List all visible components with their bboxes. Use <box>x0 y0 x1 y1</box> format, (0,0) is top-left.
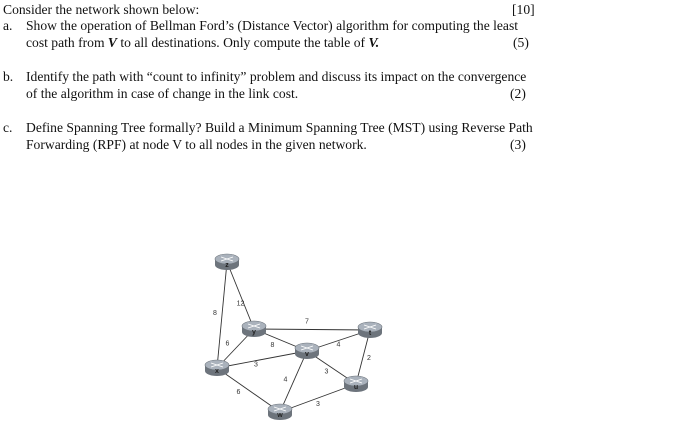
question-b-label: b. <box>3 69 14 84</box>
link-cost-x-v: 3 <box>254 361 258 369</box>
link-cost-y-t: 7 <box>305 318 309 326</box>
router-v <box>295 343 319 359</box>
intro-text: Consider the network shown below: <box>3 2 200 17</box>
question-c-line2: Forwarding (RPF) at node V to all nodes in the given network. <box>26 137 367 152</box>
router-label-z: z <box>225 262 229 269</box>
router-label-t: t <box>368 330 372 337</box>
question-c-marks: (3) <box>510 137 526 152</box>
question-a-line2: cost path from V to all destinations. Only compute the table of V. <box>26 35 380 50</box>
router-label-v: v <box>305 351 309 358</box>
question-a-label: a. <box>3 18 13 33</box>
router-x <box>205 360 229 376</box>
link-z-y <box>227 262 254 329</box>
link-cost-y-x: 6 <box>225 340 230 348</box>
question-c-line1: Define Spanning Tree formally? Build a Minimum Spanning Tree (MST) using Reverse Path <box>26 120 533 135</box>
question-a-line1: Show the operation of Bellman Ford’s (Distance Vector) algorithm for computing the least <box>26 18 519 33</box>
total-marks: [10] <box>512 2 535 17</box>
question-b-line1: Identify the path with “count to infinity” problem and discuss its impact on the convergence <box>26 69 527 84</box>
question-c-label: c. <box>3 120 13 135</box>
link-cost-x-w: 6 <box>236 389 241 396</box>
router-label-w: w <box>277 412 283 419</box>
link-cost-u-w: 3 <box>316 401 320 408</box>
router-label-u: u <box>353 384 359 391</box>
router-label-x: x <box>215 368 219 375</box>
router-u <box>344 376 368 392</box>
question-b-marks: (2) <box>510 86 526 101</box>
router-t <box>358 322 382 338</box>
router-z <box>215 254 239 270</box>
router-w <box>268 404 292 420</box>
link-z-x <box>217 262 227 368</box>
router-y <box>242 321 266 337</box>
link-cost-z-y: 12 <box>236 300 245 308</box>
router-label-y: y <box>252 329 256 336</box>
question-b-line2: of the algorithm in case of change in the link cost. <box>26 86 299 101</box>
network-diagram <box>190 240 420 432</box>
link-cost-y-v: 8 <box>270 342 275 349</box>
link-cost-v-u: 3 <box>324 368 329 376</box>
link-cost-v-w: 4 <box>283 376 288 384</box>
link-x-w <box>217 368 280 412</box>
link-cost-z-x: 8 <box>213 310 217 317</box>
link-cost-v-t: 4 <box>336 341 341 349</box>
link-cost-t-u: 2 <box>367 355 371 362</box>
question-a-marks: (5) <box>513 35 529 50</box>
link-y-t <box>254 329 370 330</box>
